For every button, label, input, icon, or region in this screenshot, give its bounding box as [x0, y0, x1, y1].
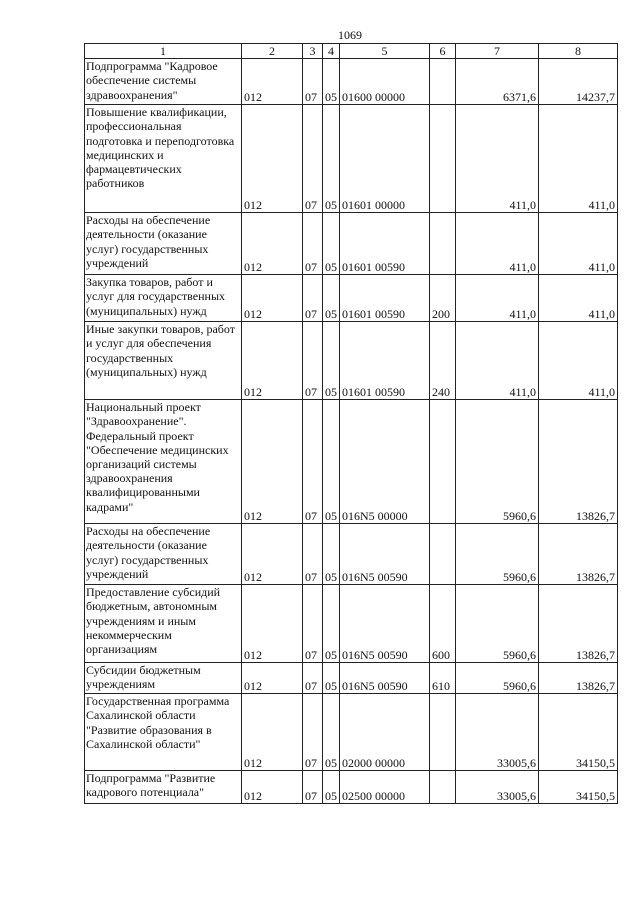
code-section: 07 — [303, 105, 323, 213]
code-section: 07 — [303, 275, 323, 322]
code-target: 01600 00000 — [340, 59, 430, 105]
amount-col8: 411,0 — [539, 322, 618, 400]
code-section: 07 — [303, 771, 323, 804]
amount-col8: 13826,7 — [539, 585, 618, 663]
column-header: 4 — [323, 44, 340, 59]
row-name: Расходы на обеспечение деятельности (оказание услуг) государственных учреждений — [85, 524, 242, 585]
code-subsection: 05 — [323, 400, 340, 524]
amount-col7: 33005,6 — [456, 771, 539, 804]
row-name: Государственная программа Сахалинской области "Развитие образования в Сахалинской области" — [85, 694, 242, 771]
code-expense-type — [430, 59, 456, 105]
row-name: Закупка товаров, работ и услуг для государственных (муниципальных) нужд — [85, 275, 242, 322]
code-section: 07 — [303, 400, 323, 524]
code-target: 01601 00590 — [340, 213, 430, 275]
amount-col8: 13826,7 — [539, 663, 618, 694]
amount-col8: 13826,7 — [539, 400, 618, 524]
amount-col7: 6371,6 — [456, 59, 539, 105]
amount-col8: 411,0 — [539, 105, 618, 213]
row-name: Подпрограмма "Развитие кадрового потенциала" — [85, 771, 242, 804]
code-admin: 012 — [242, 585, 303, 663]
table-row — [85, 524, 618, 585]
code-admin: 012 — [242, 213, 303, 275]
amount-col8: 34150,5 — [539, 771, 618, 804]
code-subsection: 05 — [323, 59, 340, 105]
code-expense-type — [430, 524, 456, 585]
table-row — [85, 585, 618, 663]
code-target: 01601 00000 — [340, 105, 430, 213]
code-target: 016N5 00000 — [340, 400, 430, 524]
code-expense-type: 200 — [430, 275, 456, 322]
budget-table — [84, 43, 618, 804]
code-admin: 012 — [242, 771, 303, 804]
code-section: 07 — [303, 694, 323, 771]
column-header: 3 — [303, 44, 323, 59]
code-section: 07 — [303, 663, 323, 694]
code-target: 02000 00000 — [340, 694, 430, 771]
column-header: 5 — [340, 44, 430, 59]
row-name: Национальный проект "Здравоохранение". Федеральный проект "Обеспечение медицинских организаций системы здравоохранения квалифицированными кадрами" — [85, 400, 242, 524]
amount-col8: 14237,7 — [539, 59, 618, 105]
table-row — [85, 59, 618, 105]
code-admin: 012 — [242, 694, 303, 771]
row-name: Предоставление субсидий бюджетным, автономным учреждениям и иным некоммерческим организациям — [85, 585, 242, 663]
amount-col7: 5960,6 — [456, 524, 539, 585]
code-admin: 012 — [242, 524, 303, 585]
code-admin: 012 — [242, 275, 303, 322]
amount-col7: 411,0 — [456, 275, 539, 322]
amount-col7: 5960,6 — [456, 585, 539, 663]
code-section: 07 — [303, 59, 323, 105]
code-expense-type: 240 — [430, 322, 456, 400]
page-number: 1069 — [338, 28, 362, 42]
code-target: 016N5 00590 — [340, 524, 430, 585]
amount-col8: 411,0 — [539, 275, 618, 322]
code-admin: 012 — [242, 322, 303, 400]
table-row — [85, 213, 618, 275]
code-expense-type — [430, 105, 456, 213]
code-admin: 012 — [242, 59, 303, 105]
row-name: Повышение квалификации, профессиональная подготовка и переподготовка медицинских и фармацевтических работников — [85, 105, 242, 213]
amount-col7: 33005,6 — [456, 694, 539, 771]
amount-col7: 5960,6 — [456, 663, 539, 694]
code-section: 07 — [303, 213, 323, 275]
row-name: Иные закупки товаров, работ и услуг для обеспечения государственных (муниципальных) нужд — [85, 322, 242, 400]
code-subsection: 05 — [323, 524, 340, 585]
code-target: 02500 00000 — [340, 771, 430, 804]
code-target: 016N5 00590 — [340, 663, 430, 694]
code-expense-type — [430, 400, 456, 524]
amount-col8: 13826,7 — [539, 524, 618, 585]
column-header: 2 — [242, 44, 303, 59]
column-header: 6 — [430, 44, 456, 59]
code-section: 07 — [303, 322, 323, 400]
column-header: 7 — [456, 44, 539, 59]
row-name: Субсидии бюджетным учреждениям — [85, 663, 242, 694]
amount-col7: 411,0 — [456, 322, 539, 400]
code-subsection: 05 — [323, 694, 340, 771]
table-row — [85, 275, 618, 322]
amount-col7: 411,0 — [456, 105, 539, 213]
code-section: 07 — [303, 585, 323, 663]
code-subsection: 05 — [323, 275, 340, 322]
amount-col8: 34150,5 — [539, 694, 618, 771]
code-expense-type — [430, 694, 456, 771]
table-row — [85, 771, 618, 804]
row-name: Расходы на обеспечение деятельности (оказание услуг) государственных учреждений — [85, 213, 242, 275]
code-target: 016N5 00590 — [340, 585, 430, 663]
table-row — [85, 322, 618, 400]
code-admin: 012 — [242, 663, 303, 694]
code-expense-type — [430, 213, 456, 275]
code-target: 01601 00590 — [340, 275, 430, 322]
code-expense-type: 610 — [430, 663, 456, 694]
code-subsection: 05 — [323, 105, 340, 213]
code-subsection: 05 — [323, 213, 340, 275]
code-expense-type: 600 — [430, 585, 456, 663]
column-header: 1 — [85, 44, 242, 59]
code-expense-type — [430, 771, 456, 804]
table-header-row — [85, 44, 618, 59]
code-admin: 012 — [242, 400, 303, 524]
table-row — [85, 400, 618, 524]
code-subsection: 05 — [323, 771, 340, 804]
table-row — [85, 694, 618, 771]
amount-col7: 5960,6 — [456, 400, 539, 524]
code-target: 01601 00590 — [340, 322, 430, 400]
table-row — [85, 663, 618, 694]
code-section: 07 — [303, 524, 323, 585]
table-row — [85, 105, 618, 213]
code-subsection: 05 — [323, 322, 340, 400]
amount-col7: 411,0 — [456, 213, 539, 275]
code-subsection: 05 — [323, 585, 340, 663]
code-admin: 012 — [242, 105, 303, 213]
row-name: Подпрограмма "Кадровое обеспечение системы здравоохранения" — [85, 59, 242, 105]
amount-col8: 411,0 — [539, 213, 618, 275]
code-subsection: 05 — [323, 663, 340, 694]
column-header: 8 — [539, 44, 618, 59]
